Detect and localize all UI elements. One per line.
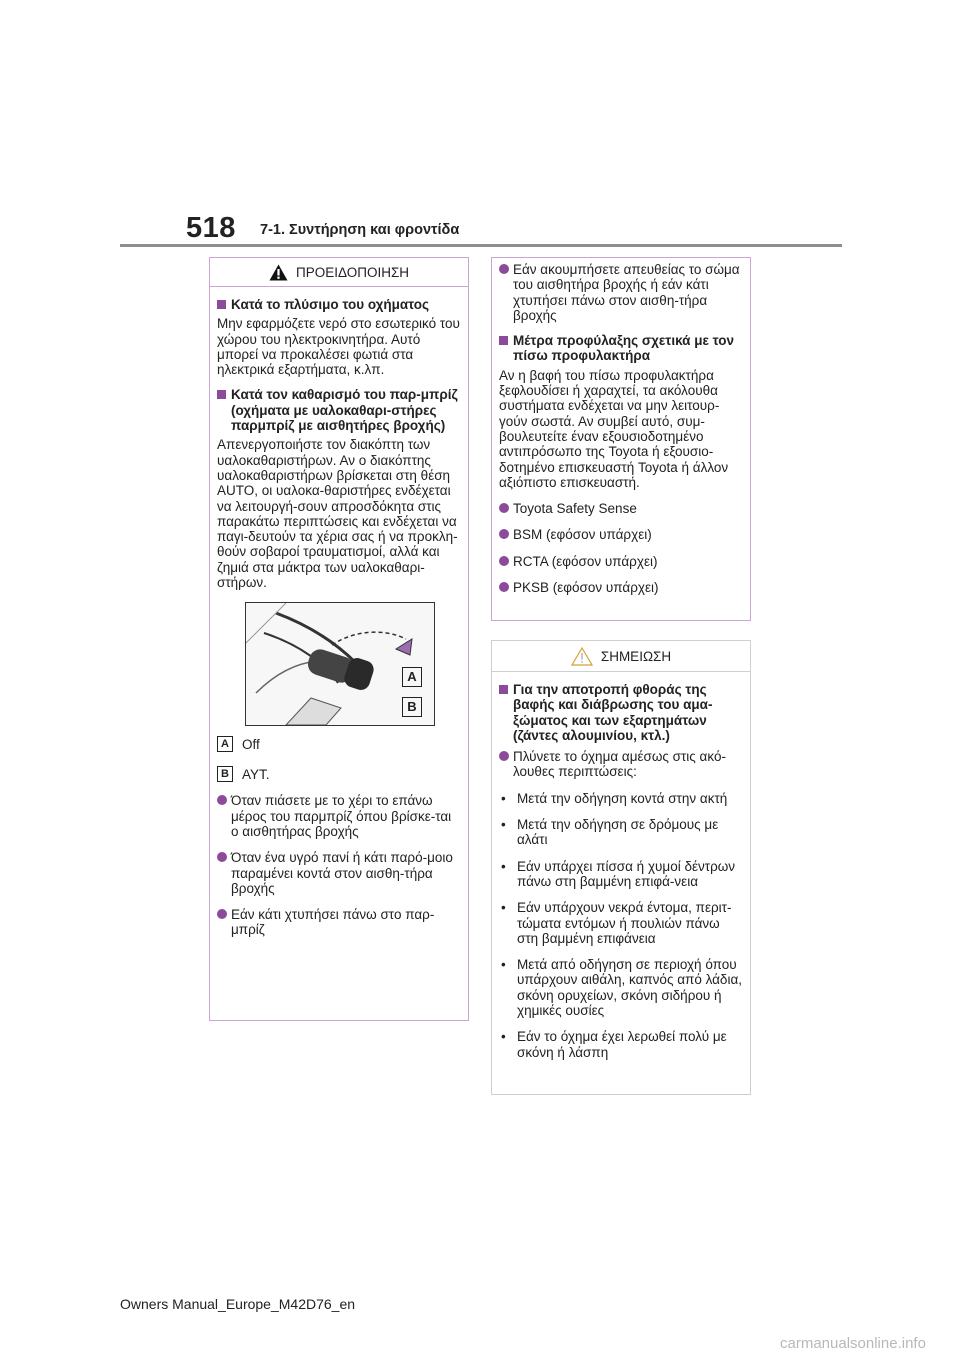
dash-item-text: Μετά την οδήγηση σε δρόμους με αλάτι — [517, 817, 719, 848]
warning-continued-box — [491, 257, 751, 621]
square-bullet-icon — [217, 300, 226, 309]
warning-box — [209, 257, 469, 1021]
list-item-text: PKSB (εφόσον υπάρχει) — [513, 580, 659, 596]
list-item — [499, 580, 742, 595]
legend-b-text: ΑΥΤ. — [242, 766, 270, 782]
note-title: ΣΗΜΕΙΩΣΗ — [600, 648, 672, 664]
list-item-text: Toyota Safety Sense — [513, 501, 637, 517]
footer-text: Owners Manual_Europe_M42D76_en — [120, 1296, 356, 1312]
dash-item: • Μετά από οδήγηση σε περιοχή όπου υπάρχουν αιθάλη, καπνός από λάδια, σκόνη ορυχείων, σκόνη σιδήρου ή χημικές ουσίες — [501, 957, 742, 1019]
warning-paragraph-bumper: Αν η βαφή του πίσω προφυλακτήρα ξεφλουδίσει ή χαραχτεί, τα ακόλουθα συστήματα ενδέχεται να μην λειτουρ-γούν σωστά. Αν συμβεί αυτό, συμ-βουλευτείτε έναν εξουσιοδοτημένο αντιπρόσωπο της Toyota ή εξουσιο-δοτημένο επισκευαστή Toyota ή άλλον αξιόπιστο επισκευαστή. — [499, 367, 729, 490]
list-item-text: RCTA (εφόσον υπάρχει) — [513, 553, 658, 569]
list-item-text: Όταν ένα υγρό πανί ή κάτι παρό-μοιο παραμένει κοντά στον αισθη-τήρα βροχής — [231, 850, 453, 896]
list-item — [499, 749, 742, 780]
legend-a-text: Off — [242, 736, 260, 752]
dash-item: • Μετά την οδήγηση κοντά στην ακτή — [501, 790, 728, 806]
header-rule — [120, 244, 842, 247]
square-bullet-icon — [499, 685, 508, 694]
dash-item: • Εάν υπάρχουν νεκρά έντομα, περιτ-τώματα εντόμων ή πουλιών πάνω στη βαμμένη επιφάνεια — [499, 900, 742, 946]
heading-text: Κατά το πλύσιμο του οχήματος — [231, 297, 430, 312]
warning-triangle-icon — [269, 264, 288, 281]
list-item — [217, 850, 460, 896]
dash-item-text: Μετά την οδήγηση κοντά στην ακτή — [517, 790, 728, 806]
square-bullet-icon — [217, 390, 226, 399]
note-heading — [499, 682, 742, 743]
figure-callout-b: B — [402, 697, 422, 717]
list-item — [499, 262, 742, 323]
round-bullet-icon — [499, 529, 509, 539]
list-item — [499, 554, 742, 569]
list-item — [217, 793, 460, 839]
section-title: 7-1. Συντήρηση και φροντίδα — [260, 222, 460, 238]
dash-item-text: Μετά από οδήγηση σε περιοχή όπου υπάρχουν αιθάλη, καπνός από λάδια, σκόνη ορυχείων, σκόνη σιδήρου ή χημικές ουσίες — [517, 957, 742, 1019]
warning-heading-windshield — [217, 387, 460, 433]
dash-item: • Εάν υπάρχει πίσσα ή χυμοί δέντρων πάνω στη βαμμένη επιφά-νεια — [499, 859, 742, 890]
list-item-text: Όταν πιάσετε με το χέρι το επάνω μέρος του παρμπρίζ όπου βρίσκε-ται ο αισθητήρας βροχής — [231, 793, 452, 839]
watermark: carmanualsonline.info — [780, 1335, 926, 1352]
dash-item-text: Εάν υπάρχουν νεκρά έντομα, περιτ-τώματα εντόμων ή πουλιών πάνω στη βαμμένη επιφάνεια — [517, 900, 732, 946]
dash-item-text: Εάν υπάρχει πίσσα ή χυμοί δέντρων πάνω στη βαμμένη επιφά-νεια — [517, 858, 736, 889]
legend-a — [217, 736, 460, 752]
square-bullet-icon — [499, 336, 508, 345]
heading-text: Για την αποτροπή φθοράς της βαφής και διάβρωσης του αμα-ξώματος και των εξαρτημάτων (ζάντες αλουμινίου, κτλ.) — [513, 682, 713, 743]
round-bullet-icon — [217, 852, 227, 862]
figure-callout-a: A — [402, 667, 422, 687]
list-item-text: Πλύνετε το όχημα αμέσως στις ακό-λουθες περιπτώσεις: — [513, 749, 726, 780]
round-bullet-icon — [499, 582, 509, 592]
list-item — [499, 527, 742, 542]
dash-item: • Εάν το όχημα έχει λερωθεί πολύ με σκόνη ή λάσπη — [499, 1029, 742, 1060]
round-bullet-icon — [499, 751, 509, 761]
round-bullet-icon — [499, 556, 509, 566]
round-bullet-icon — [217, 909, 227, 919]
dash-item: • Μετά την οδήγηση σε δρόμους με αλάτι — [499, 817, 742, 848]
warning-header — [210, 258, 468, 287]
legend-b — [217, 766, 460, 782]
list-item-text: Εάν ακουμπήσετε απευθείας το σώμα του αισθητήρα βροχής ή εάν κάτι χτυπήσει πάνω στον αισθη-τήρα βροχής — [513, 262, 740, 323]
round-bullet-icon — [499, 264, 509, 274]
note-header — [492, 641, 750, 672]
round-bullet-icon — [217, 795, 227, 805]
legend-b-key: B — [217, 766, 233, 782]
warning-heading-washing — [217, 297, 460, 312]
note-triangle-icon — [571, 647, 593, 666]
list-item — [499, 501, 742, 516]
figure-callouts — [402, 667, 431, 717]
heading-text: Μέτρα προφύλαξης σχετικά με τον πίσω προφυλακτήρα — [513, 333, 735, 364]
dash-item-text: Εάν το όχημα έχει λερωθεί πολύ με σκόνη ή λάσπη — [517, 1029, 727, 1060]
list-item-text: Εάν κάτι χτυπήσει πάνω στο παρ-μπρίζ — [231, 907, 435, 938]
warning-heading-bumper — [499, 333, 742, 364]
heading-text: Κατά τον καθαρισμό του παρ-μπρίζ (οχήματα με υαλοκαθαρι-στήρες παρμπρίζ με αισθητήρες βροχής) — [231, 387, 458, 434]
round-bullet-icon — [499, 503, 509, 513]
legend-a-key: A — [217, 736, 233, 752]
warning-paragraph-washing: Μην εφαρμόζετε νερό στο εσωτερικό του χώρου του ηλεκτροκινητήρα. Αυτό μπορεί να προκαλέσει φωτιά στα ηλεκτρικά εξαρτήματα, κ.λπ. — [217, 316, 460, 378]
list-item — [217, 907, 460, 938]
note-box — [491, 640, 751, 1095]
warning-title: ΠΡΟΕΙΔΟΠΟΙΗΣΗ — [295, 264, 410, 280]
page-number: 518 — [186, 212, 236, 244]
list-item-text: BSM (εφόσον υπάρχει) — [513, 527, 652, 543]
warning-paragraph-windshield: Απενεργοποιήστε τον διακόπτη των υαλοκαθαριστήρων. Αν ο διακόπτης υαλοκαθαριστήρων βρίσκεται στη θέση AUTO, οι υαλοκα-θαριστήρες ενδέχεται να λειτουργή-σουν απροσδόκητα στις παρακάτω περιπτώσεις και ενδέχεται να παγι-δευτούν τα χέρια σας ή να προκλη-θούν σοβαροί τραυματισμοί, αλλά και ζημιά στα μάκτρα των υαλοκαθαρι-στήρων. — [217, 437, 458, 591]
